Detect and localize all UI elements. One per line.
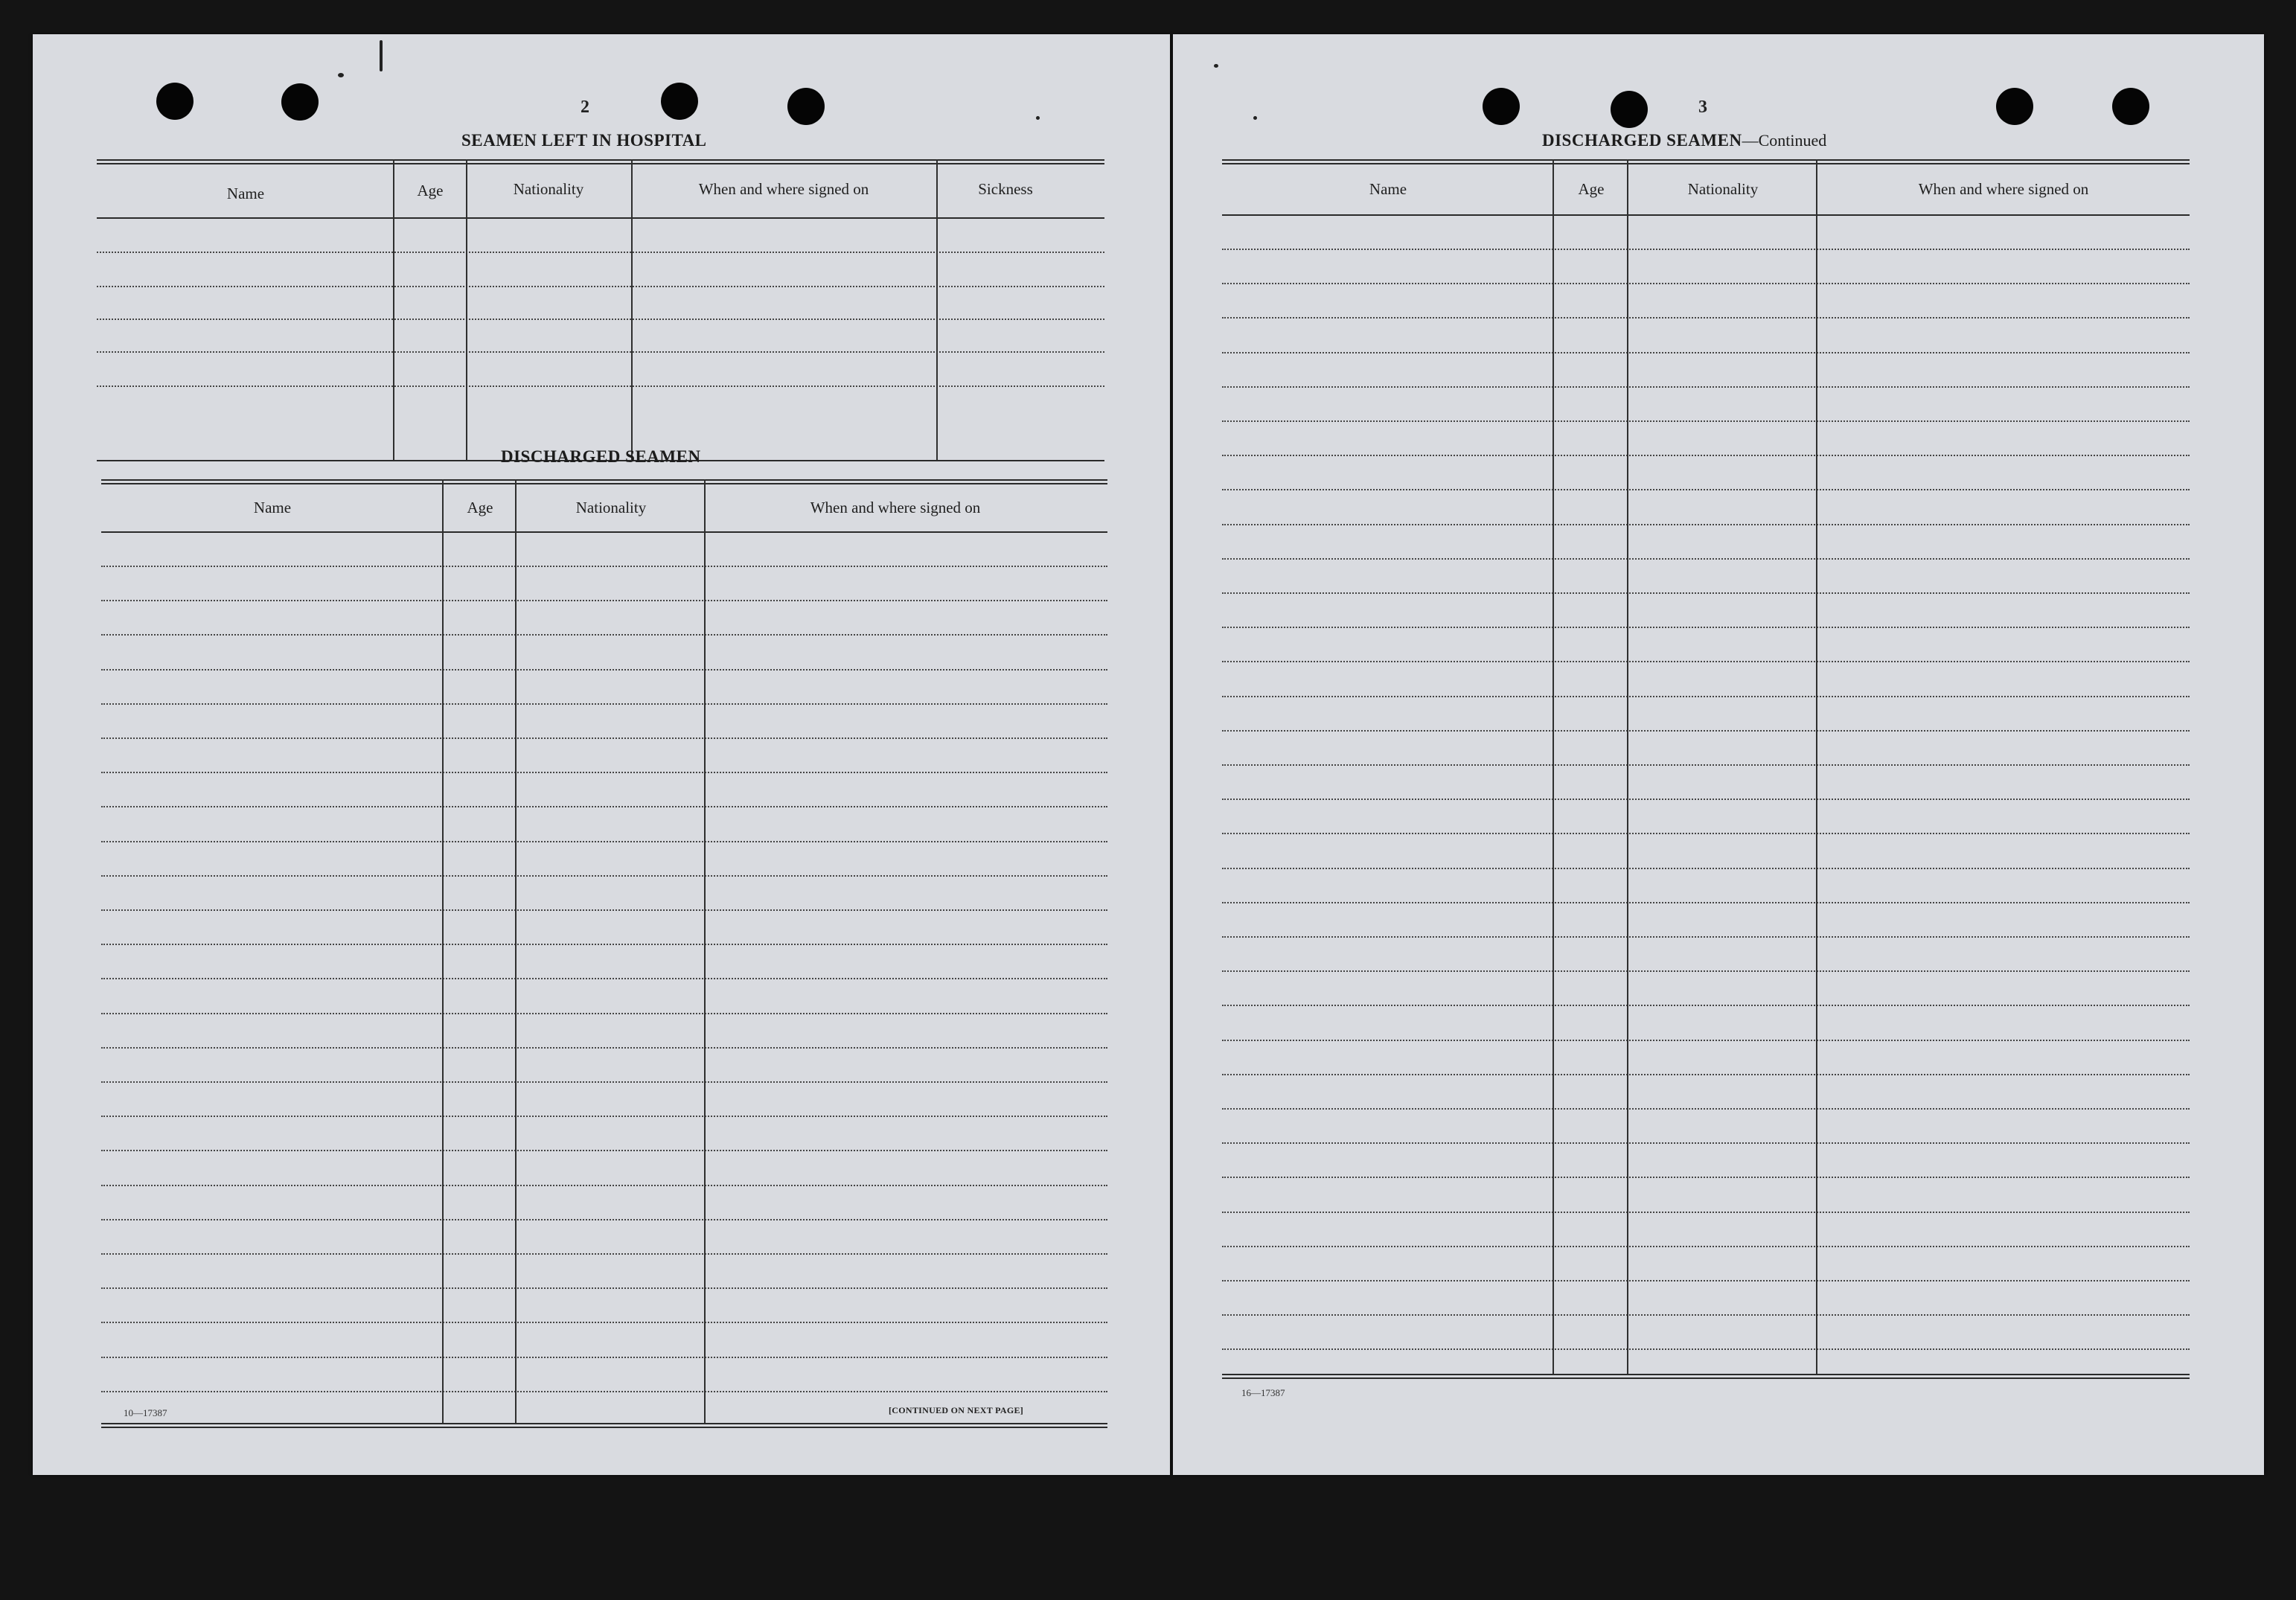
scan-speck xyxy=(380,40,383,71)
row-line xyxy=(101,600,1107,601)
row-line xyxy=(1222,1040,2190,1041)
row-line xyxy=(1222,730,2190,732)
column-divider xyxy=(704,479,706,1423)
punch-hole xyxy=(2112,88,2149,125)
punch-hole xyxy=(661,83,698,120)
row-line xyxy=(101,944,1107,945)
row-line xyxy=(1222,386,2190,388)
form-number: 16—17387 xyxy=(1241,1387,1285,1398)
row-line xyxy=(101,1322,1107,1323)
column-header-name: Name xyxy=(1369,180,1407,198)
row-line xyxy=(1222,799,2190,800)
punch-hole xyxy=(156,83,194,120)
column-header-age: Age xyxy=(467,499,493,516)
row-line xyxy=(1222,524,2190,525)
row-line xyxy=(1222,1074,2190,1075)
scan-speck xyxy=(338,73,344,77)
column-divider xyxy=(936,159,938,460)
row-line xyxy=(101,841,1107,842)
column-header-name: Name xyxy=(226,185,265,202)
column-divider xyxy=(1552,159,1554,1374)
discharged-continued-table xyxy=(1222,159,2190,1424)
column-divider xyxy=(1627,159,1628,1374)
section-title-main: DISCHARGED SEAMEN xyxy=(1542,131,1742,150)
row-line xyxy=(1222,455,2190,456)
column-header-signed-on: When and where signed on xyxy=(698,180,869,198)
row-line xyxy=(101,772,1107,773)
column-header-name: Name xyxy=(253,499,292,516)
row-line xyxy=(101,1047,1107,1049)
row-line xyxy=(1222,696,2190,697)
column-header-age: Age xyxy=(1578,180,1605,198)
row-line xyxy=(101,806,1107,807)
row-line xyxy=(97,351,1104,353)
row-line xyxy=(101,566,1107,567)
row-line xyxy=(101,1391,1107,1392)
row-line xyxy=(1222,970,2190,972)
row-line xyxy=(1222,317,2190,319)
row-line xyxy=(101,1116,1107,1117)
row-line xyxy=(101,1287,1107,1289)
row-line xyxy=(1222,1348,2190,1350)
row-line xyxy=(1222,283,2190,284)
row-line xyxy=(1222,661,2190,662)
column-header-nationality: Nationality xyxy=(513,180,584,198)
column-divider xyxy=(466,159,467,460)
punch-hole xyxy=(1483,88,1520,125)
discharged-section-title: DISCHARGED SEAMEN xyxy=(501,447,701,466)
row-line xyxy=(101,634,1107,636)
left-page xyxy=(33,34,1170,1475)
row-line xyxy=(1222,592,2190,594)
row-line xyxy=(1222,868,2190,869)
column-divider xyxy=(1816,159,1817,1374)
discharged-continued-section-title xyxy=(1542,131,1826,150)
column-divider xyxy=(442,479,444,1423)
row-line xyxy=(97,319,1104,320)
discharged-table xyxy=(101,479,1107,1432)
punch-hole xyxy=(787,88,825,125)
scan-speck xyxy=(1253,116,1257,120)
form-number: 10—17387 xyxy=(124,1407,167,1418)
column-divider xyxy=(631,159,633,460)
table-top-rule xyxy=(1222,159,2190,164)
row-line xyxy=(1222,249,2190,250)
row-line xyxy=(101,1013,1107,1014)
hospital-table xyxy=(97,159,1104,466)
column-divider xyxy=(515,479,517,1423)
row-line xyxy=(1222,1314,2190,1316)
continued-note: [CONTINUED ON NEXT PAGE] xyxy=(889,1405,1024,1415)
header-bottom-rule xyxy=(1222,214,2190,216)
column-header-nationality: Nationality xyxy=(575,499,647,516)
header-bottom-rule xyxy=(101,531,1107,533)
column-header-signed-on: When and where signed on xyxy=(1918,180,2089,198)
punch-hole xyxy=(1996,88,2033,125)
punch-hole xyxy=(1611,91,1648,128)
column-header-nationality: Nationality xyxy=(1687,180,1759,198)
row-line xyxy=(101,1185,1107,1186)
row-line xyxy=(1222,1142,2190,1144)
page-number: 3 xyxy=(1698,97,1707,117)
row-line xyxy=(97,385,1104,387)
row-line xyxy=(1222,833,2190,834)
row-line xyxy=(1222,902,2190,903)
row-line xyxy=(97,286,1104,287)
scan-speck xyxy=(1214,64,1218,68)
table-top-rule xyxy=(97,159,1104,164)
row-line xyxy=(101,909,1107,911)
column-header-age: Age xyxy=(417,182,444,199)
row-line xyxy=(101,737,1107,739)
row-line xyxy=(1222,1246,2190,1247)
row-line xyxy=(1222,1005,2190,1006)
row-line xyxy=(1222,764,2190,766)
row-line xyxy=(1222,1212,2190,1213)
table-bottom-rule xyxy=(1222,1374,2190,1379)
row-line xyxy=(1222,1280,2190,1281)
right-page xyxy=(1173,34,2264,1475)
row-line xyxy=(97,252,1104,253)
page-number: 2 xyxy=(581,97,589,117)
row-line xyxy=(101,1357,1107,1358)
scan-speck xyxy=(1036,116,1040,120)
row-line xyxy=(1222,489,2190,490)
row-line xyxy=(1222,936,2190,938)
row-line xyxy=(1222,352,2190,353)
column-header-sickness: Sickness xyxy=(978,180,1033,198)
row-line xyxy=(101,875,1107,877)
punch-hole xyxy=(281,83,319,121)
row-line xyxy=(1222,1108,2190,1110)
column-header-signed-on: When and where signed on xyxy=(810,499,981,516)
row-line xyxy=(101,1253,1107,1255)
row-line xyxy=(101,669,1107,671)
row-line xyxy=(101,703,1107,705)
column-divider xyxy=(393,159,394,460)
row-line xyxy=(101,1150,1107,1151)
row-line xyxy=(101,1081,1107,1083)
row-line xyxy=(1222,627,2190,628)
table-top-rule xyxy=(101,479,1107,484)
table-bottom-rule xyxy=(101,1423,1107,1428)
section-title-suffix: —Continued xyxy=(1742,131,1827,150)
row-line xyxy=(101,1219,1107,1220)
row-line xyxy=(1222,1177,2190,1178)
row-line xyxy=(1222,420,2190,422)
header-bottom-rule xyxy=(97,217,1104,219)
hospital-section-title: SEAMEN LEFT IN HOSPITAL xyxy=(461,131,707,150)
row-line xyxy=(1222,558,2190,560)
row-line xyxy=(101,978,1107,979)
